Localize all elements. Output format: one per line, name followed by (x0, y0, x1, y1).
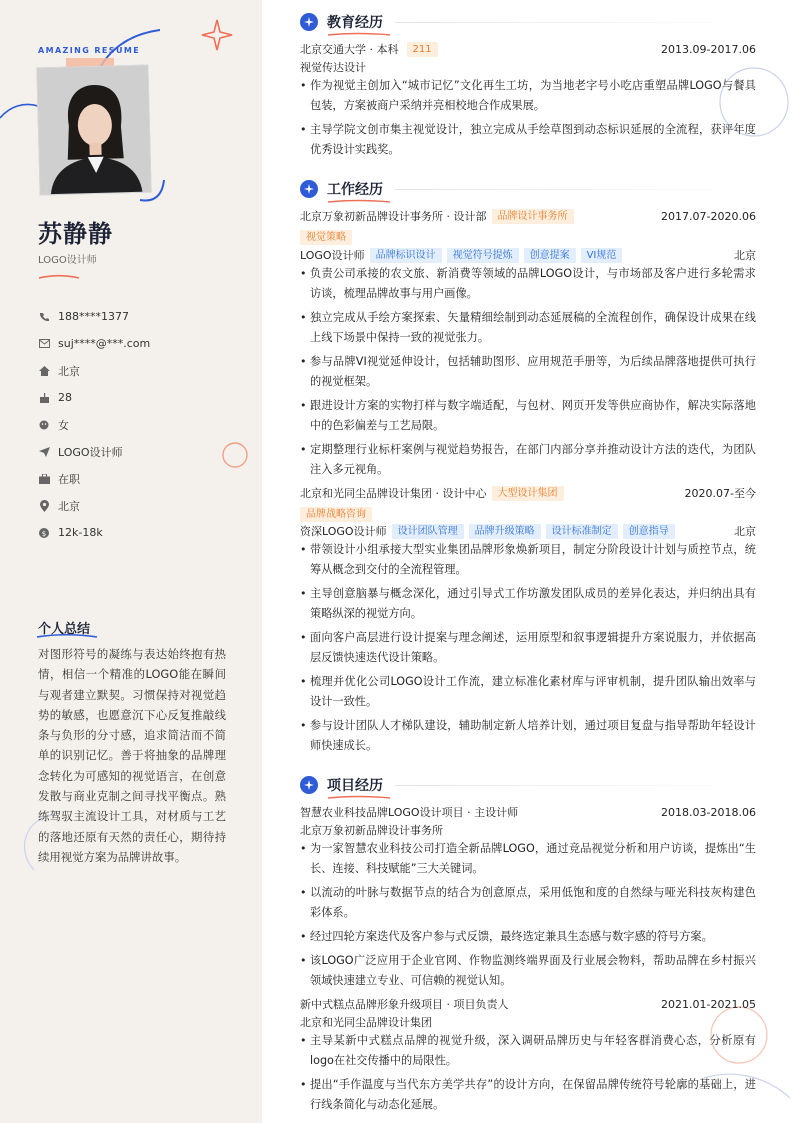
title-underline (327, 32, 391, 37)
info-gender-value: 女 (58, 418, 69, 432)
job-2-bullets (300, 540, 756, 760)
info-phone (38, 303, 150, 330)
job-2-skill-tag: 品牌升级策略 (469, 524, 541, 539)
mail-icon (38, 338, 50, 350)
section-rule (395, 189, 758, 190)
list-item: • 跟进设计方案的实物打样与数字端适配，与包材、网页开发等供应商协作，解决实际落地中的色彩偏差与工艺局限。 (300, 396, 756, 436)
projects-title-text: 项目经历 (327, 778, 383, 794)
project-1-header-row (300, 804, 756, 820)
job-2-industry-tag: 大型设计集团 (492, 486, 564, 501)
job-1-position: LOGO设计师 (300, 249, 365, 262)
svg-text:$: $ (41, 529, 47, 538)
job-1-skill-tag: 视觉符号提炼 (447, 248, 519, 263)
project-2-org: 北京和光同尘品牌设计集团 (300, 1016, 432, 1029)
title-underline (327, 199, 391, 204)
work-section-title (327, 179, 383, 199)
send-icon (38, 446, 50, 458)
education-bullets (300, 76, 756, 164)
project-2-org-row (300, 1014, 756, 1030)
project-1-name: 智慧农业科技品牌LOGO设计项目 · 主设计师 (300, 806, 519, 819)
list-item: • 定期整理行业标杆案例与视觉趋势报告，在部门内部分享并推动设计方法的迭代，为团队注入多元视角。 (300, 440, 756, 480)
section-rule (395, 785, 758, 786)
role-underline (38, 274, 80, 280)
work-section-header (300, 179, 758, 199)
info-age-value: 28 (58, 391, 72, 404)
list-item: • 负责公司承接的农文旅、新消费等领域的品牌LOGO设计，与市场部及客户进行多轮需求访谈，梳理品牌故事与用户画像。 (300, 264, 756, 304)
education-major-row (300, 59, 756, 75)
gender-icon (38, 419, 50, 431)
list-item: • 该LOGO广泛应用于企业官网、作物监测终端界面及行业展会物料，帮助品牌在乡村振兴领域快速建立专业、可信赖的视觉认知。 (300, 951, 756, 991)
left-arc-decoration (0, 98, 40, 128)
job-1-position-row (300, 247, 756, 263)
info-salary (38, 519, 150, 546)
salary-icon (38, 527, 50, 539)
info-age (38, 384, 150, 411)
job-1-bullets (300, 264, 756, 484)
info-gender (38, 411, 150, 438)
education-badge: 211 (407, 42, 438, 57)
list-item: • 独立完成从手绘方案探索、矢量精细绘制到动态延展稿的全流程创作，确保设计成果在线上线下场景中保持一致的视觉张力。 (300, 308, 756, 348)
job-2-skill-tag: 设计标准制定 (546, 524, 618, 539)
list-item: • 为一家智慧农业科技公司打造全新品牌LOGO，通过竞品视觉分析和用户访谈，提炼出“生长、连接、科技赋能”三大关键词。 (300, 839, 756, 879)
info-location (38, 492, 150, 519)
project-1-period: 2018.03-2018.06 (661, 805, 756, 819)
phone-icon (38, 311, 50, 323)
job-2-skill-tag: 创意指导 (623, 524, 675, 539)
job-1-skill-tag: 创意提案 (524, 248, 576, 263)
list-item: • 主导创意脑暴与概念深化，通过引导式工作坊激发团队成员的差异化表达，并归纳出具有策略纵深的视觉方向。 (300, 584, 756, 624)
job-1-header-row (300, 208, 756, 224)
job-2-period: 2020.07-至今 (684, 487, 756, 500)
job-1-industry-tag: 品牌设计事务所 (492, 209, 574, 224)
list-item: • 提出“手作温度与当代东方美学共存”的设计方向，在保留品牌传统符号轮廓的基础上，进行线条简化与动态化延展。 (300, 1075, 756, 1115)
project-2-period: 2021.01-2021.05 (661, 997, 756, 1011)
job-2-skill-tag: 设计团队管理 (392, 524, 464, 539)
sidebar (0, 0, 262, 1123)
section-rule (395, 22, 758, 23)
projects-section-title (327, 775, 383, 795)
project-2-header-row (300, 996, 756, 1012)
project-2-bullets (300, 1031, 756, 1119)
summary-underline (36, 632, 98, 640)
project-1-bullets (300, 839, 756, 995)
info-status (38, 465, 150, 492)
education-school: 北京交通大学 · 本科 (300, 43, 399, 56)
sparkle-icon (300, 180, 318, 198)
list-item: • 梳理并优化公司LOGO设计工作流，建立标准化素材库与评审机制，提升团队输出效率与设计一致性。 (300, 672, 756, 712)
list-item: • 带领设计小组承接大型实业集团品牌形象焕新项目，制定分阶段设计计划与质控节点，统筹从概念到交付的全流程管理。 (300, 540, 756, 580)
sparkle-icon (300, 13, 318, 31)
project-2-name: 新中式糕点品牌形象升级项目 · 项目负责人 (300, 998, 509, 1011)
education-period: 2013.09-2017.06 (661, 42, 756, 56)
education-major: 视觉传达设计 (300, 61, 366, 74)
list-item: • 主导某新中式糕点品牌的视觉升级，深入调研品牌历史与年轻客群消费心态，分析原有logo在社交传播中的局限性。 (300, 1031, 756, 1071)
education-title-text: 教育经历 (327, 15, 383, 31)
list-item: • 面向客户高层进行设计提案与理念阐述，运用原型和叙事逻辑提升方案说服力，并依据高层反馈快速迭代设计策略。 (300, 628, 756, 668)
title-underline (327, 795, 391, 800)
tagline: AMAZING RESUME (38, 46, 141, 55)
summary-text: 对图形符号的凝练与表达始终抱有热情，相信一个精准的LOGO能在瞬间与观者建立默契。习惯保持对视觉趋势的敏感，也愿意沉下心反复推敲线条与负形的分寸感，追求简洁而不简单的识别记忆。善于将抽象的品牌理念转化为可感知的视觉语言，在创意发散与商业克制之间寻找平衡点。熟练驾驭主流设计工具，对材质与工艺的落地还原有天然的责任心，期待持续用视觉方案为品牌讲故事。 (38, 647, 226, 864)
education-section-header (300, 12, 758, 32)
location-icon (38, 500, 50, 512)
candidate-name: 苏静静 (38, 220, 113, 248)
job-1-industry-tag: 视觉策略 (300, 230, 352, 245)
contact-info-list (38, 303, 150, 546)
sparkle-icon (300, 776, 318, 794)
job-1-period: 2017.07-2020.06 (661, 209, 756, 223)
education-header-row (300, 41, 756, 57)
info-email-value: suj****@***.com (58, 337, 151, 350)
candidate-role: LOGO设计师 (38, 255, 97, 266)
list-item: • 主导学院文创市集主视觉设计，独立完成从手绘草图到动态标识延展的全流程，获评年度优秀设计实践奖。 (300, 120, 756, 160)
cake-icon (38, 392, 50, 404)
job-1-skill-tag: VI规范 (581, 248, 623, 263)
job-1-tag-row (300, 229, 756, 245)
person-illustration (37, 66, 151, 196)
info-city (38, 357, 150, 384)
star-decoration (200, 18, 234, 52)
project-1-org: 北京万象初新品牌设计事务所 (300, 824, 443, 837)
project-1-org-row (300, 822, 756, 838)
home-icon (38, 365, 50, 377)
profile-photo (36, 62, 152, 196)
summary-title: 个人总结 (38, 622, 91, 637)
info-city-value: 北京 (58, 364, 80, 378)
job-2-city: 北京 (734, 525, 756, 538)
list-item: • 以流动的叶脉与数据节点的结合为创意原点，采用低饱和度的自然绿与哑光科技灰构建色彩体系。 (300, 883, 756, 923)
briefcase-icon (38, 473, 50, 485)
job-2-header-row (300, 485, 756, 501)
circle-decoration (218, 438, 252, 472)
info-target-role-value: LOGO设计师 (58, 445, 123, 459)
job-1-city: 北京 (734, 249, 756, 262)
info-salary-value: 12k-18k (58, 526, 103, 539)
avatar (36, 65, 151, 196)
info-status-value: 在职 (58, 472, 80, 486)
info-target-role (38, 438, 150, 465)
list-item: • 参与品牌VI视觉延伸设计，包括辅助图形、应用规范手册等，为后续品牌落地提供可执行的视觉框架。 (300, 352, 756, 392)
info-location-value: 北京 (58, 499, 80, 513)
education-section-title (327, 12, 383, 32)
info-email (38, 330, 150, 357)
info-phone-value: 188****1377 (58, 310, 129, 323)
job-2-company: 北京和光同尘品牌设计集团 · 设计中心 (300, 487, 487, 500)
job-1-skill-tag: 品牌标识设计 (370, 248, 442, 263)
job-2-tag-row (300, 506, 756, 522)
job-2-position: 资深LOGO设计师 (300, 525, 387, 538)
list-item: • 作为视觉主创加入“城市记忆”文化再生工坊，为当地老字号小吃店重塑品牌LOGO与餐具包装，方案被商户采纳并亮相校地合作成果展。 (300, 76, 756, 116)
list-item: • 经过四轮方案迭代及客户参与式反馈，最终选定兼具生态感与数字感的符号方案。 (300, 927, 756, 947)
job-2-industry-tag: 品牌战略咨询 (300, 507, 372, 522)
projects-section-header (300, 775, 758, 795)
job-1-company: 北京万象初新品牌设计事务所 · 设计部 (300, 210, 487, 223)
list-item: • 参与设计团队人才梯队建设，辅助制定新人培养计划，通过项目复盘与指导帮助年轻设计师快速成长。 (300, 716, 756, 756)
work-title-text: 工作经历 (327, 182, 383, 198)
job-2-position-row (300, 523, 756, 539)
